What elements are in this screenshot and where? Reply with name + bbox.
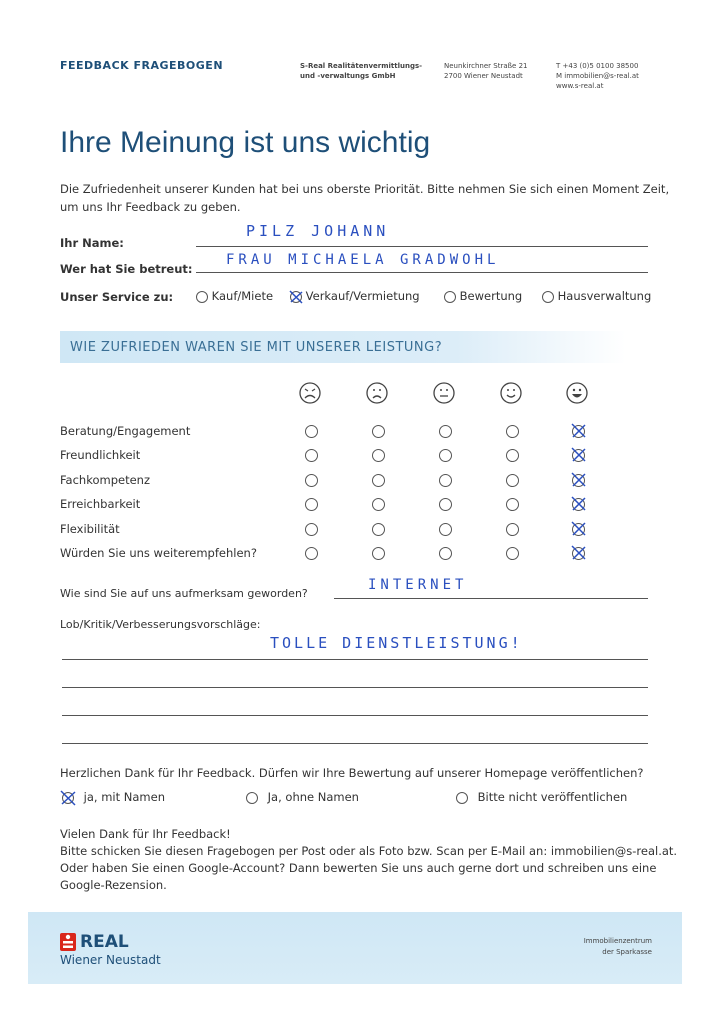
checkmark-cross-icon: [289, 290, 303, 304]
source-line: [334, 598, 648, 599]
neutral-face-icon: [433, 382, 455, 404]
company-contact: [556, 61, 639, 91]
rating-radio[interactable]: [506, 474, 519, 487]
rating-radio[interactable]: [506, 523, 519, 536]
rating-radio[interactable]: [506, 498, 519, 511]
rating-radio[interactable]: [372, 523, 385, 536]
intro-line-1: Die Zufriedenheit unserer Kunden hat bei uns oberste Priorität. Bitte nehmen Sie sich einen Moment Zeit,: [60, 182, 670, 196]
checkmark-cross-icon: [570, 446, 587, 463]
logo-city: Wiener Neustadt: [60, 953, 161, 967]
rating-row-label: Flexibilität: [60, 522, 120, 536]
checkmark-cross-icon: [570, 422, 587, 439]
radio-icon[interactable]: [444, 291, 456, 303]
rating-banner: [60, 331, 626, 363]
radio-icon-checked[interactable]: [62, 792, 74, 804]
rating-radio[interactable]: [439, 547, 452, 560]
advisor-label: Wer hat Sie betreut:: [60, 262, 193, 276]
service-option-label: Bewertung: [459, 289, 523, 303]
rating-radio[interactable]: [439, 425, 452, 438]
company-address: [444, 61, 527, 81]
address-line-1: Neunkirchner Straße 21: [444, 62, 528, 70]
address-line-2: 2700 Wiener Neustadt: [444, 72, 523, 80]
sparkasse-s-logo-icon: [60, 933, 76, 951]
page-title: Ihre Meinung ist uns wichtig: [60, 126, 431, 159]
service-option-kauf-miete[interactable]: [196, 289, 273, 303]
publish-option-label: ja, mit Namen: [83, 790, 165, 804]
checkmark-cross-icon: [570, 520, 587, 537]
rating-radio[interactable]: [439, 498, 452, 511]
website: www.s-real.at: [556, 82, 604, 90]
thanks-line-1: Vielen Dank für Ihr Feedback!: [60, 827, 231, 841]
service-option-label: Kauf/Miete: [211, 289, 274, 303]
rating-radio[interactable]: [372, 425, 385, 438]
checkmark-cross-icon: [570, 544, 587, 561]
thanks-line-2: Bitte schicken Sie diesen Fragebogen per Post oder als Foto bzw. Scan per E-Mail an: immobilien@s-real.at.: [60, 844, 678, 858]
rating-row-label: Beratung/Engagement: [60, 424, 191, 438]
rating-radio[interactable]: [572, 425, 585, 438]
footer-logo: [60, 932, 129, 952]
rating-radio[interactable]: [372, 449, 385, 462]
name-line: [196, 246, 648, 247]
rating-radio[interactable]: [372, 547, 385, 560]
radio-icon[interactable]: [196, 291, 208, 303]
rating-radio[interactable]: [305, 547, 318, 560]
rating-radio[interactable]: [372, 498, 385, 511]
intro-line-2: um uns Ihr Feedback zu geben.: [60, 200, 241, 214]
publish-option-label: Ja, ohne Namen: [267, 790, 359, 804]
publish-question: Herzlichen Dank für Ihr Feedback. Dürfen wir Ihre Bewertung auf unserer Homepage veröffentlichen?: [60, 766, 644, 780]
service-option-hausverwaltung[interactable]: [542, 289, 651, 303]
rating-radio[interactable]: [439, 474, 452, 487]
email: M immobilien@s-real.at: [556, 72, 639, 80]
company-line-2: und -verwaltungs GmbH: [300, 72, 396, 80]
rating-radio[interactable]: [305, 498, 318, 511]
feedback-line-2: [62, 687, 648, 688]
service-option-bewertung[interactable]: [444, 289, 522, 303]
rating-row-label: Freundlichkeit: [60, 448, 141, 462]
radio-icon[interactable]: [456, 792, 468, 804]
service-option-label: Verkauf/Vermietung: [305, 289, 420, 303]
rating-radio[interactable]: [506, 449, 519, 462]
feedback-line-3: [62, 715, 648, 716]
logo-brand: REAL: [80, 932, 129, 952]
rating-banner-text: WIE ZUFRIEDEN WAREN SIE MIT UNSERER LEISTUNG?: [70, 340, 443, 355]
service-option-verkauf-vermietung[interactable]: [290, 289, 420, 303]
rating-radio[interactable]: [506, 547, 519, 560]
feedback-label: Lob/Kritik/Verbesserungsvorschläge:: [60, 618, 261, 631]
unhappy-face-icon: [366, 382, 388, 404]
very-unhappy-face-icon: [299, 382, 321, 404]
rating-radio[interactable]: [305, 474, 318, 487]
feedback-line-1: [62, 659, 648, 660]
rating-radio[interactable]: [572, 547, 585, 560]
rating-radio[interactable]: [572, 523, 585, 536]
rating-row-label: Würden Sie uns weiterempfehlen?: [60, 546, 257, 560]
rating-radio[interactable]: [572, 498, 585, 511]
checkmark-cross-icon: [570, 471, 587, 488]
form-title: FEEDBACK FRAGEBOGEN: [60, 59, 224, 72]
source-field[interactable]: INTERNET: [368, 577, 468, 593]
publish-option-no[interactable]: [456, 790, 627, 804]
footer-banner: [28, 912, 682, 984]
rating-radio[interactable]: [305, 449, 318, 462]
rating-radio[interactable]: [439, 523, 452, 536]
feedback-field[interactable]: TOLLE DIENSTLEISTUNG!: [270, 634, 523, 652]
checkmark-cross-icon: [570, 495, 587, 512]
name-field[interactable]: PILZ JOHANN: [246, 222, 390, 240]
very-happy-face-icon: [566, 382, 588, 404]
radio-icon[interactable]: [542, 291, 554, 303]
footer-tagline: [584, 936, 652, 958]
publish-option-label: Bitte nicht veröffentlichen: [477, 790, 628, 804]
feedback-line-4: [62, 743, 648, 744]
rating-radio[interactable]: [305, 523, 318, 536]
radio-icon-checked[interactable]: [290, 291, 302, 303]
service-label: Unser Service zu:: [60, 290, 174, 304]
name-label: Ihr Name:: [60, 236, 124, 250]
rating-radio[interactable]: [305, 425, 318, 438]
rating-radio[interactable]: [506, 425, 519, 438]
footer-tagline-1: Immobilienzentrum: [583, 937, 652, 945]
rating-radio[interactable]: [572, 474, 585, 487]
rating-row-label: Erreichbarkeit: [60, 497, 141, 511]
advisor-field[interactable]: FRAU MICHAELA GRADWOHL: [226, 252, 500, 268]
thanks-line-3: Oder haben Sie einen Google-Account? Dann bewerten Sie uns auch gerne dort und schreiben uns eine: [60, 861, 657, 875]
service-option-label: Hausverwaltung: [557, 289, 652, 303]
checkmark-cross-icon: [60, 790, 76, 806]
thanks-line-4: Google-Rezension.: [60, 878, 167, 892]
publish-option-without-name[interactable]: [246, 790, 359, 804]
thanks-text: [60, 826, 700, 894]
phone: T +43 (0)5 0100 38500: [556, 62, 639, 70]
rating-row-label: Fachkompetenz: [60, 473, 150, 487]
rating-radio[interactable]: [372, 474, 385, 487]
happy-face-icon: [500, 382, 522, 404]
radio-icon[interactable]: [246, 792, 258, 804]
rating-radio[interactable]: [572, 449, 585, 462]
intro-text: [60, 180, 680, 216]
company-line-1: S-Real Realitätenvermittlungs-: [300, 62, 423, 70]
company-name: [300, 61, 422, 81]
source-label: Wie sind Sie auf uns aufmerksam geworden?: [60, 587, 308, 600]
footer-tagline-2: der Sparkasse: [602, 948, 652, 956]
advisor-line: [196, 272, 648, 273]
publish-option-with-name[interactable]: [62, 790, 165, 804]
rating-radio[interactable]: [439, 449, 452, 462]
